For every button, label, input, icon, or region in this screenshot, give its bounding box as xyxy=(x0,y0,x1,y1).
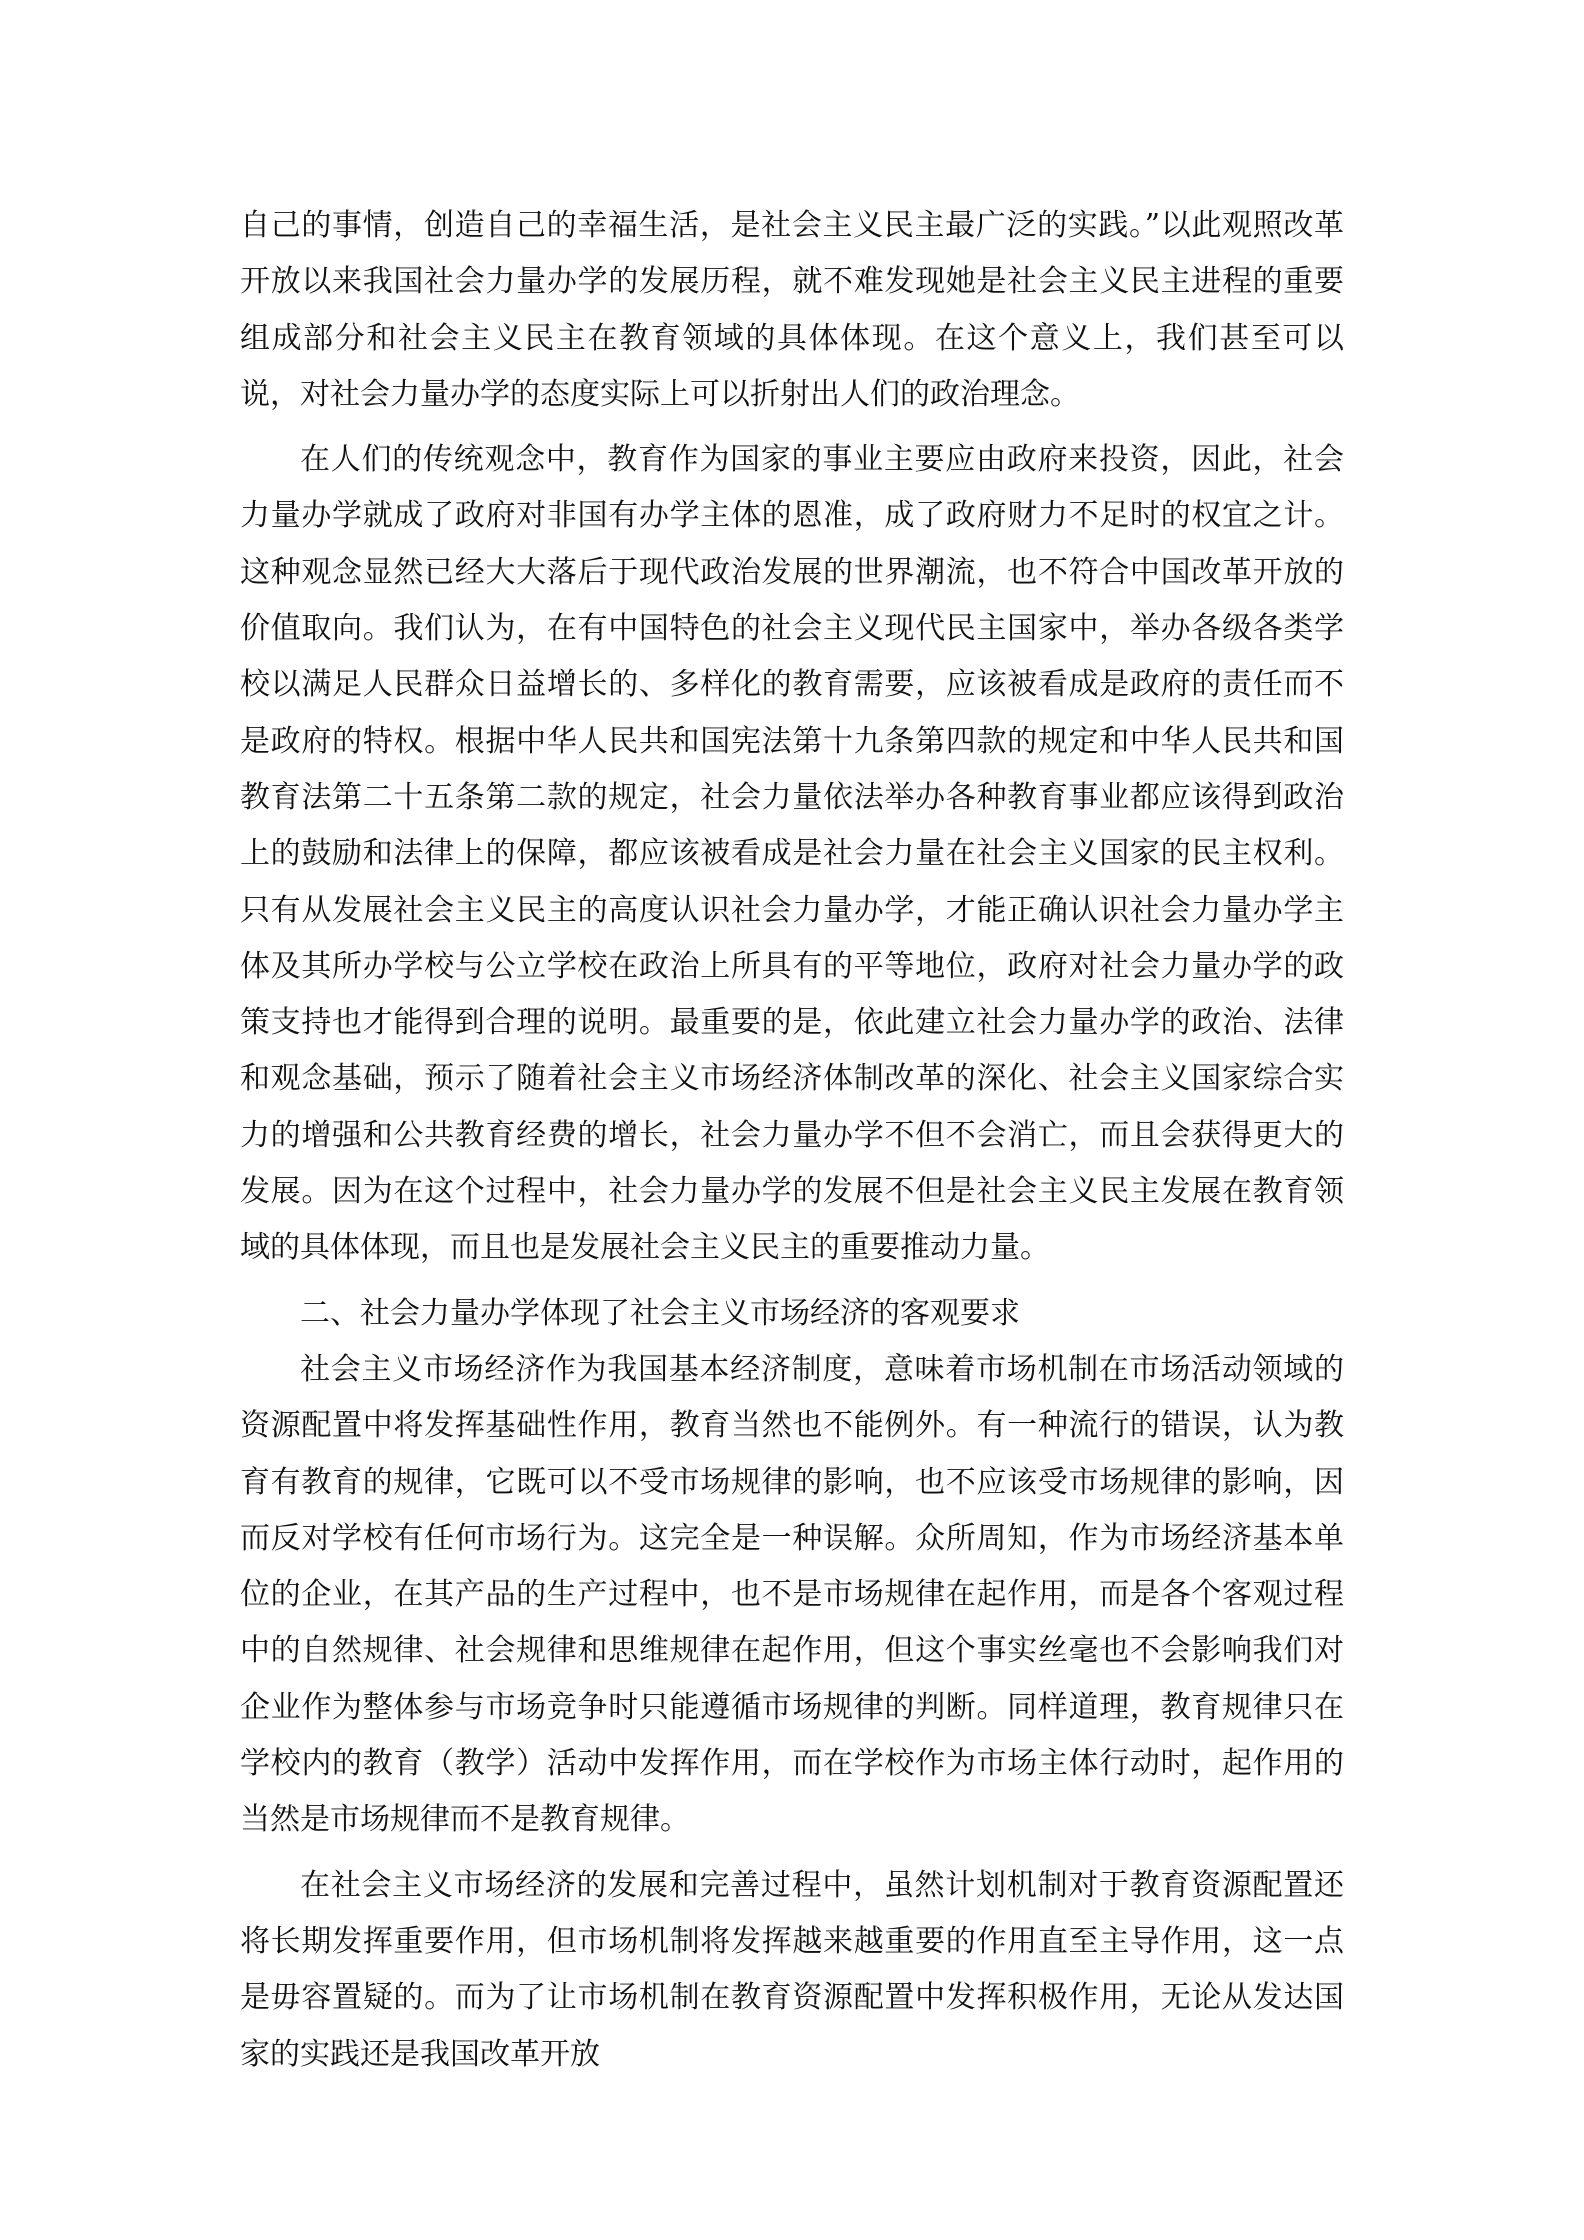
paragraph-market-economy: 社会主义市场经济作为我国基本经济制度，意味着市场机制在市场活动领域的资源配置中将发挥基础性作用，教育当然也不能例外。有一种流行的错误，认为教育有教育的规律，它既可以不受市场规律的影响，也不应该受市场规律的影响，因而反对学校有任何市场行为。这完全是一种误解。众所周知，作为市场经济基本单位的企业，在其产品的生产过程中，也不是市场规律在起作用，而是各个客观过程中的自然规律、社会规律和思维规律在起作用，但这个事实丝毫也不会影响我们对企业作为整体参与市场竞争时只能遵循市场规律的判断。同样道理，教育规律只在学校内的教育（教学）活动中发挥作用，而在学校作为市场主体行动时，起作用的当然是市场规律而不是教育规律。 xyxy=(240,1351,1344,1838)
document-body xyxy=(240,198,1344,2083)
paragraph-market-mechanism: 在社会主义市场经济的发展和完善过程中，虽然计划机制对于教育资源配置还将长期发挥重要作用，但市场机制将发挥越来越重要的作用直至主导作用，这一点是毋容置疑的。而为了让市场机制在教育资源配置中发挥积极作用，无论从发达国家的实践还是我国改革开放 xyxy=(240,1867,1344,2072)
section-heading: 二、社会力量办学体现了社会主义市场经济的客观要求 xyxy=(300,1295,1020,1331)
paragraph-traditional-view: 在人们的传统观念中，教育作为国家的事业主要应由政府来投资，因此，社会力量办学就成了政府对非国有办学主体的恩准，成了政府财力不足时的权宜之计。这种观念显然已经大大落后于现代政治发展的世界潮流，也不符合中国改革开放的价值取向。我们认为，在有中国特色的社会主义现代民主国家中，举办各级各类学校以满足人民群众日益增长的、多样化的教育需要，应该被看成是政府的责任而不是政府的特权。根据中华人民共和国宪法第十九条第四款的规定和中华人民共和国教育法第二十五条第二款的规定，社会力量依法举办各种教育事业都应该得到政治上的鼓励和法律上的保障，都应该被看成是社会力量在社会主义国家的民主权利。只有从发展社会主义民主的高度认识社会力量办学，才能正确认识社会力量办学主体及其所办学校与公立学校在政治上所具有的平等地位，政府对社会力量办学的政策支持也才能得到合理的说明。最重要的是，依此建立社会力量办学的政治、法律和观念基础，预示了随着社会主义市场经济体制改革的深化、社会主义国家综合实力的增强和公共教育经费的增长，社会力量办学不但不会消亡，而且会获得更大的发展。因为在这个过程中，社会力量办学的发展不但是社会主义民主发展在教育领域的具体体现，而且也是发展社会主义民主的重要推动力量。 xyxy=(240,442,1344,1266)
paragraph-continuation: 自己的事情，创造自己的幸福生活，是社会主义民主最广泛的实践。”以此观照改革开放以来我国社会力量办学的发展历程，就不难发现她是社会主义民主进程的重要组成部分和社会主义民主在教育领域的具体体现。在这个意义上，我们甚至可以说，对社会力量办学的态度实际上可以折射出人们的政治理念。 xyxy=(240,208,1344,412)
